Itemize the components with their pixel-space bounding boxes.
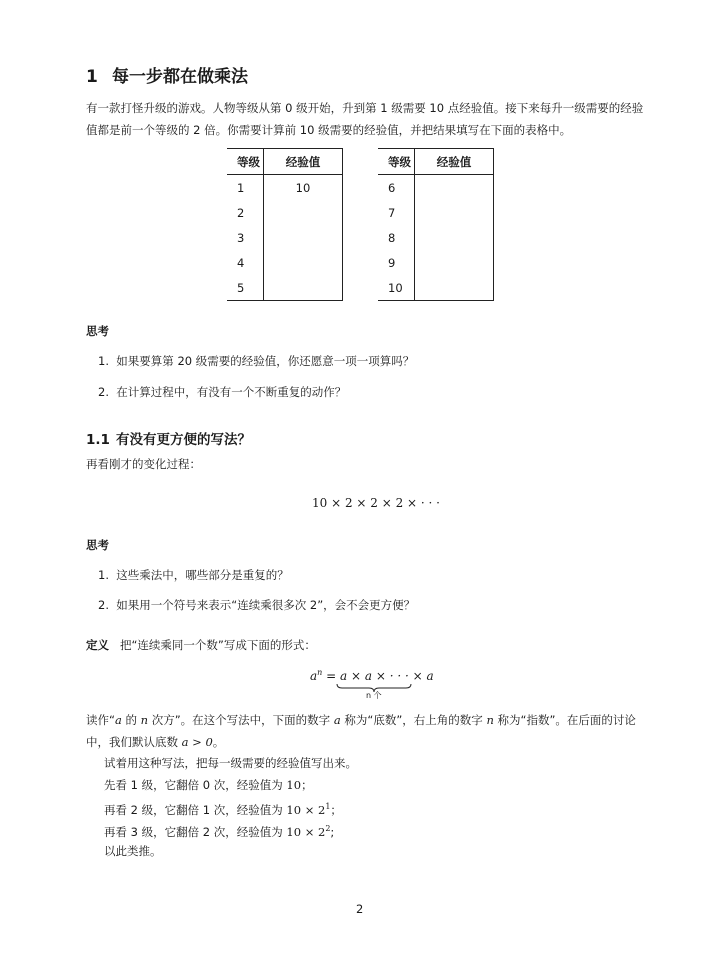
explain-line-1 [86,709,636,731]
level-table-left [227,148,343,301]
exp-cell[interactable] [415,175,494,201]
text: ； [330,802,342,817]
list-item-text: 这些乘法中，哪些部分是重复的？ [116,568,289,582]
text: 称为“指数”。在后面的讨论 [493,713,636,727]
text: 再看 2 级，它翻倍 1 次，经验值为 [104,802,287,817]
table-header-row [227,149,343,175]
text: ; [330,824,335,839]
math-value: 10 × 2 [286,802,326,817]
table-edge [343,250,344,275]
table-edge [494,250,495,275]
level-table-right [378,148,494,301]
definition-label: 定义 [86,638,109,652]
level-cell: 5 [237,280,245,295]
exp-cell[interactable]: 10 [264,175,343,201]
list-item: 1. 如果要算第 20 级需要的经验值，你还愿意一项一项算吗？ [98,354,415,368]
subsection-heading [86,428,251,448]
text: ； [301,778,313,792]
level-cell: 3 [237,230,245,245]
exp-header: 经验值 [415,149,494,175]
level-cell: 7 [388,205,396,220]
table-row [378,275,494,301]
table-edge [343,200,344,225]
table-edge [343,225,344,250]
section-number: 1 [86,67,98,87]
underbrace-label: n 个 [366,691,382,700]
math-var: n [486,713,494,727]
list-item-text: 在计算过程中，有没有一个不断重复的动作？ [116,385,347,399]
math-var: a [333,713,341,727]
formula-equals: = [326,669,337,683]
table-row [378,200,494,225]
definition-text: 把“连续乘同一个数”写成下面的形式： [119,638,316,652]
list-item: 2. 在计算过程中，有没有一个不断重复的动作？ [98,385,347,399]
intro-line-1: 有一款打怪升级的游戏。人物等级从第 0 级开始，升到第 1 级需要 10 点经验值。接下来每升一级需要的经验 [86,101,644,115]
level-cell: 6 [388,180,396,195]
level-cell: 10 [388,280,403,295]
text: 次方”。在这个写法中，下面的数字 [148,713,334,727]
formula-product: a × a × · · · × a [340,669,434,683]
table-edge [343,175,344,201]
level-header: 等级 [227,149,264,175]
table-edge [343,275,344,301]
math-inequality: a > 0 [181,735,213,749]
exp-cell[interactable] [264,250,343,275]
exp-cell[interactable] [264,275,343,301]
exp-cell[interactable] [264,225,343,250]
exp-cell[interactable] [415,225,494,250]
exp-cell[interactable] [264,200,343,225]
table-row [227,200,343,225]
level-header: 等级 [378,149,415,175]
intro-line-2: 值都是前一个等级的 2 倍。你需要计算前 10 级需要的经验值，并把结果填写在下面的表格中。 [86,123,572,137]
level-cell: 2 [237,205,245,220]
text: 先看 1 级，它翻倍 0 次，经验值为 [104,778,287,792]
text: 称为“底数”，右上角的数字 [340,713,487,727]
formula-base: a [310,669,318,683]
table-edge [494,200,495,225]
list-item: 1. 这些乘法中，哪些部分是重复的？ [98,568,289,582]
formula-exponent: n [317,668,323,677]
think-heading: 思考 [86,538,109,552]
table-edge [494,149,495,175]
math-var: n [140,713,149,727]
table-row [378,250,494,275]
power-definition-formula [310,668,434,683]
exp-cell[interactable] [415,275,494,301]
section-heading [86,62,248,87]
level-cell: 9 [388,255,396,270]
explain-line-2 [86,731,224,753]
list-item-text: 如果要算第 20 级需要的经验值，你还愿意一项一项算吗？ [116,354,415,368]
definition [86,634,316,656]
level-cell: 8 [388,230,396,245]
section-title: 每一步都在做乘法 [112,67,248,87]
table-row [227,175,343,201]
math-value: 10 [286,778,302,792]
practice-line-2 [104,774,313,796]
table-row [227,250,343,275]
table-edge [494,225,495,250]
subsection-number: 1.1 [86,432,110,448]
table-row [227,275,343,301]
exp-cell[interactable] [415,250,494,275]
subsection-title: 有没有更方便的写法？ [116,432,251,448]
table-row [378,225,494,250]
text: 的 [121,713,141,727]
level-cell: 1 [237,180,245,195]
list-item-text: 如果用一个符号来表示“连续乘很多次 2”，会不会更方便？ [116,598,416,612]
text: 。 [212,735,225,749]
table-row [378,175,494,201]
math-var: a [114,713,122,727]
review-text: 再看刚才的变化过程： [86,457,201,471]
math-value: 10 × 2 [286,824,326,839]
level-cell: 4 [237,255,245,270]
math-exponent: 1 [325,802,331,811]
page-number: 2 [356,902,364,916]
math-exponent: 2 [325,824,331,833]
text: 中，我们默认底数 [86,735,182,749]
practice-line-1: 试着用这种写法，把每一级需要的经验值写出来。 [104,756,357,770]
table-edge [343,149,344,175]
think-heading: 思考 [86,324,109,338]
text: 读作“ [86,713,115,727]
table-row [227,225,343,250]
practice-line-5: 以此类推。 [104,844,162,858]
formula-repeated-multiplication: 10 × 2 × 2 × 2 × · · · [312,496,440,510]
exp-header: 经验值 [264,149,343,175]
table-edge [494,175,495,201]
text: 再看 3 级，它翻倍 2 次，经验值为 [104,824,287,839]
list-item: 2. 如果用一个符号来表示“连续乘很多次 2”，会不会更方便？ [98,598,416,612]
table-edge [494,275,495,301]
table-header-row [378,149,494,175]
exp-cell[interactable] [415,200,494,225]
